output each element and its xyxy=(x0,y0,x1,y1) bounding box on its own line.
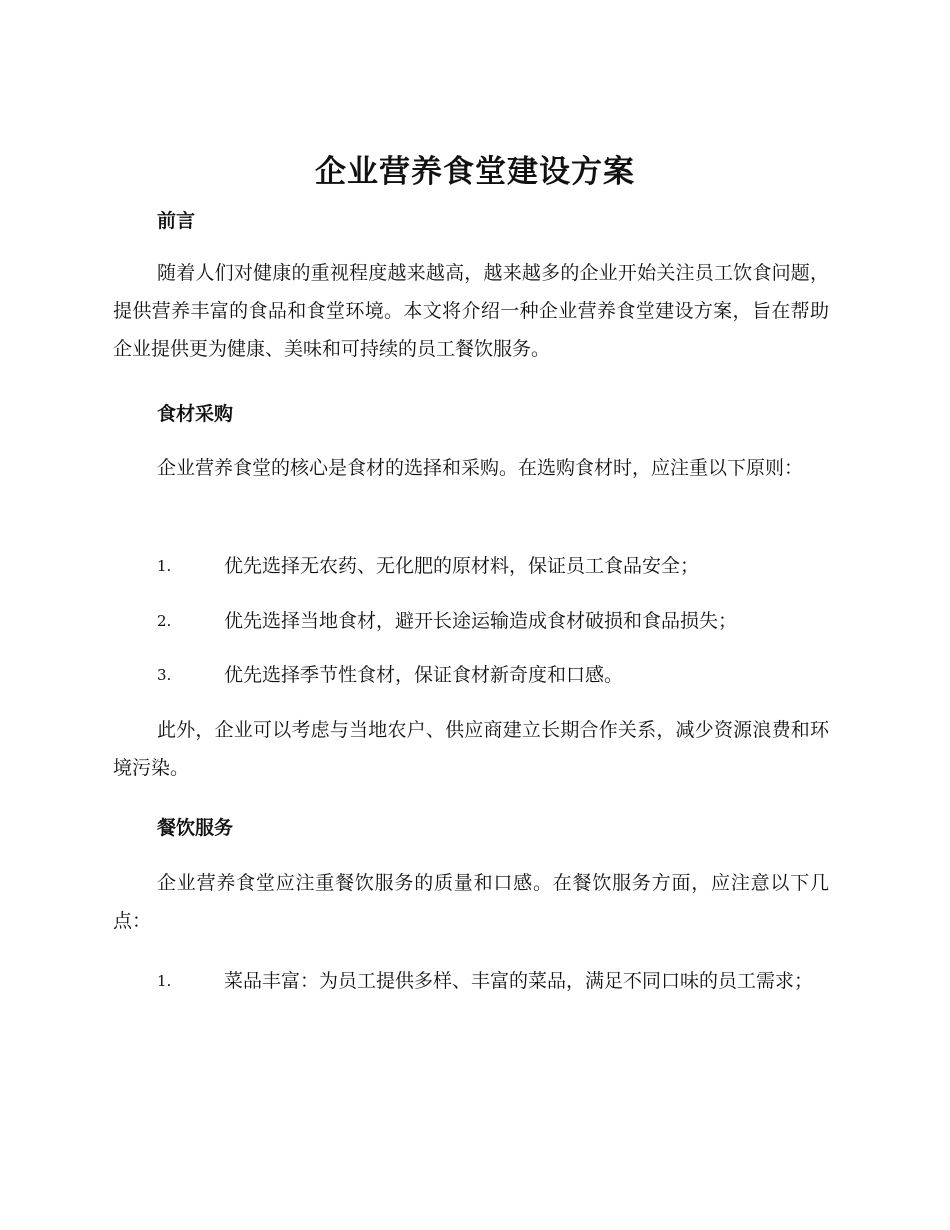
ingredients-intro-paragraph: 企业营养食堂的核心是食材的选择和采购。在选购食材时，应注重以下原则： xyxy=(157,457,804,479)
list-item-number: 3. xyxy=(157,666,172,684)
ingredients-outro-paragraph: 此外，企业可以考虑与当地农户、供应商建立长期合作关系，减少资源浪费和环境污染。 xyxy=(113,719,829,779)
list-item-text: 优先选择季节性食材，保证食材新奇度和口感。 xyxy=(224,664,624,686)
list-item-text: 优先选择当地食材，避开长途运输造成食材破损和食品损失； xyxy=(224,610,738,632)
list-item-text: 优先选择无农药、无化肥的原材料，保证员工食品安全； xyxy=(224,555,700,577)
list-item-text: 菜品丰富：为员工提供多样、丰富的菜品，满足不同口味的员工需求； xyxy=(224,970,814,992)
section-heading-catering: 餐饮服务 xyxy=(157,817,234,839)
list-item-number: 1. xyxy=(157,557,172,575)
document-title: 企业营养食堂建设方案 xyxy=(315,154,635,190)
section-heading-preface: 前言 xyxy=(157,210,196,232)
section-heading-ingredients: 食材采购 xyxy=(157,403,234,425)
catering-intro-paragraph: 企业营养食堂应注重餐饮服务的质量和口感。在餐饮服务方面，应注意以下几点： xyxy=(113,872,829,932)
list-item xyxy=(113,656,829,694)
list-item-number: 1. xyxy=(157,972,172,990)
list-item xyxy=(113,547,829,585)
list-item xyxy=(113,962,829,1000)
list-item xyxy=(113,602,829,640)
list-item-number: 2. xyxy=(157,612,172,630)
preface-paragraph: 随着人们对健康的重视程度越来越高，越来越多的企业开始关注员工饮食问题，提供营养丰富的食品和食堂环境。本文将介绍一种企业营养食堂建设方案，旨在帮助企业提供更为健康、美味和可持续的员工餐饮服务。 xyxy=(113,262,829,360)
